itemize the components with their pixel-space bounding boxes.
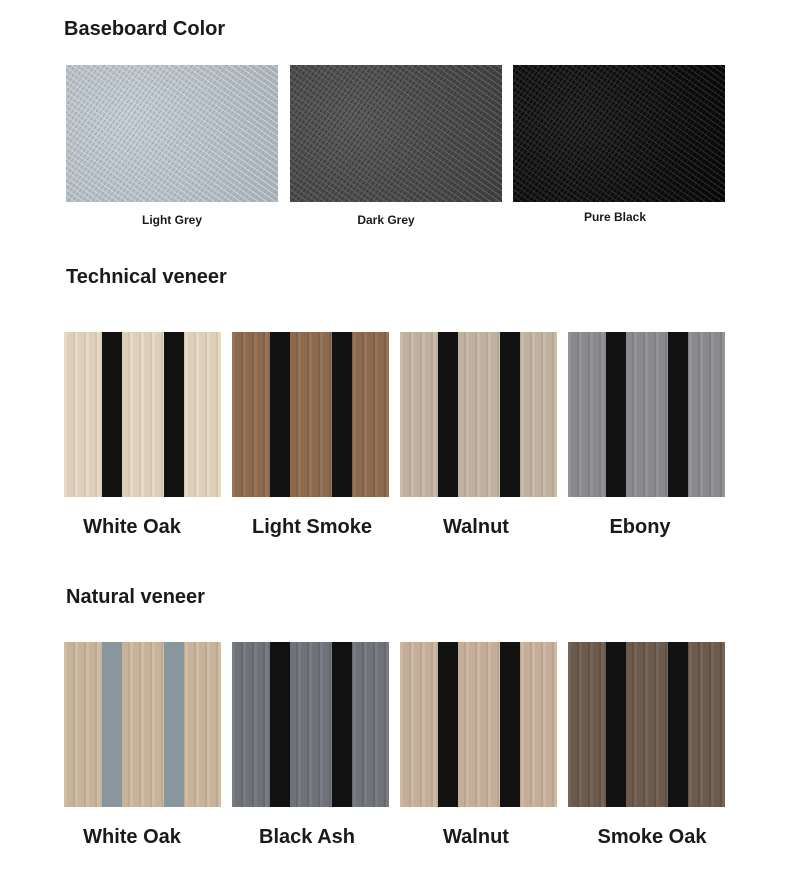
slat-gap (500, 332, 520, 497)
slat-gap (332, 332, 352, 497)
panel-natural-white-oak[interactable] (64, 642, 221, 807)
slat-gap (102, 642, 122, 807)
slat-gap (164, 642, 184, 807)
section-heading-baseboard: Baseboard Color (64, 18, 226, 40)
panel-label-technical-white-oak: White Oak (83, 516, 181, 538)
slat-gap (102, 332, 122, 497)
panel-technical-light-smoke[interactable] (232, 332, 389, 497)
slat-gap (668, 332, 688, 497)
panel-label-technical-ebony: Ebony (609, 516, 671, 538)
slat-gap (668, 642, 688, 807)
slat-gap (270, 642, 290, 807)
panel-natural-black-ash[interactable] (232, 642, 389, 807)
panel-label-natural-walnut: Walnut (443, 826, 509, 848)
swatch-label-light-grey: Light Grey (141, 213, 202, 227)
panel-technical-white-oak[interactable] (64, 332, 221, 497)
panel-natural-smoke-oak[interactable] (568, 642, 725, 807)
panel-label-natural-black-ash: Black Ash (259, 826, 355, 848)
slat-gap (438, 332, 458, 497)
panel-label-natural-white-oak: White Oak (83, 826, 181, 848)
slat-gap (606, 332, 626, 497)
section-heading-technical-veneer: Technical veneer (66, 266, 227, 288)
swatch-dark-grey[interactable] (290, 65, 502, 202)
panel-label-natural-smoke-oak: Smoke Oak (597, 826, 707, 848)
slat-gap (606, 642, 626, 807)
swatch-light-grey[interactable] (66, 65, 278, 202)
swatch-label-pure-black: Pure Black (583, 210, 647, 224)
swatch-label-dark-grey: Dark Grey (357, 213, 415, 227)
panel-label-technical-walnut: Walnut (443, 516, 509, 538)
slat-gap (438, 642, 458, 807)
slat-gap (270, 332, 290, 497)
section-heading-natural-veneer: Natural veneer (66, 586, 205, 608)
panel-label-technical-light-smoke: Light Smoke (251, 516, 372, 538)
panel-technical-ebony[interactable] (568, 332, 725, 497)
panel-technical-walnut[interactable] (400, 332, 557, 497)
slat-gap (332, 642, 352, 807)
slat-gap (500, 642, 520, 807)
slat-gap (164, 332, 184, 497)
swatch-pure-black[interactable] (513, 65, 725, 202)
panel-natural-walnut[interactable] (400, 642, 557, 807)
